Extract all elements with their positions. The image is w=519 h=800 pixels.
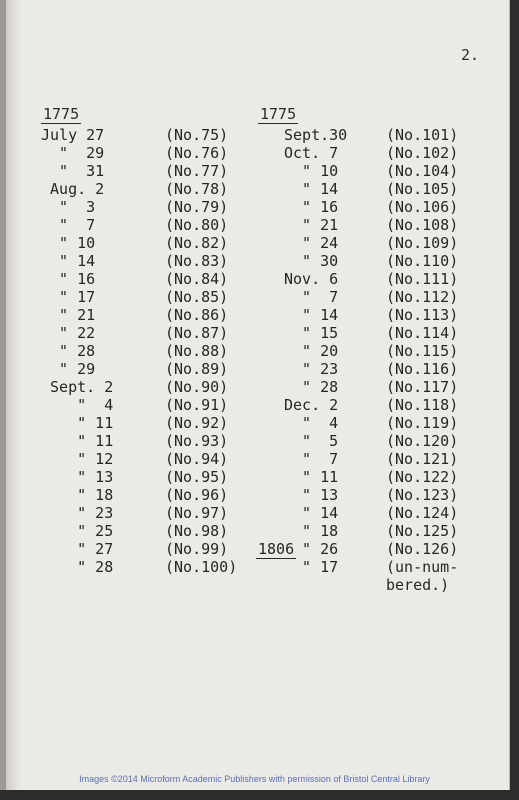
list-item [258, 234, 459, 252]
entry-date: " 7 [41, 216, 96, 234]
entry-date: " 12 [41, 450, 114, 468]
entry-number: (No.126) [386, 540, 459, 558]
entry-date: " 10 [284, 162, 339, 180]
extra-year-label: 1806 [258, 540, 295, 558]
list-item [258, 468, 459, 486]
list-item [41, 126, 229, 144]
entry-number: (un-num- [386, 558, 459, 576]
entry-date: " 17 [284, 558, 339, 576]
entry-number: (No.89) [165, 360, 229, 378]
list-item [258, 180, 459, 198]
list-item [41, 396, 229, 414]
entry-number: (No.91) [165, 396, 229, 414]
entry-date: Aug. 2 [41, 180, 105, 198]
entry-number: (No.124) [386, 504, 459, 522]
list-item [41, 198, 229, 216]
entry-date: " 29 [41, 144, 105, 162]
list-item [258, 432, 459, 450]
entry-number: (No.106) [386, 198, 459, 216]
entry-date: " 27 [41, 540, 114, 558]
entry-number: (No.101) [386, 126, 459, 144]
right-rows [258, 126, 459, 594]
entry-date: Dec. 2 [284, 396, 339, 414]
list-item [41, 162, 229, 180]
list-item [258, 126, 459, 144]
list-item [41, 360, 229, 378]
list-item [41, 144, 229, 162]
list-item [41, 504, 229, 522]
entry-date: " 18 [284, 522, 339, 540]
entry-date: " 4 [284, 414, 339, 432]
list-item [258, 504, 459, 522]
list-item [41, 216, 229, 234]
list-item [258, 360, 459, 378]
entry-number: (No.112) [386, 288, 459, 306]
entry-date: " 11 [41, 414, 114, 432]
entry-number: (No.122) [386, 468, 459, 486]
list-item [41, 558, 238, 576]
entry-number: (No.117) [386, 378, 459, 396]
left-year-heading: 1775 [43, 105, 80, 123]
entry-number: (No.113) [386, 306, 459, 324]
entry-number: (No.109) [386, 234, 459, 252]
entry-number: (No.96) [165, 486, 229, 504]
left-rows [41, 126, 238, 576]
list-item [258, 396, 459, 414]
page-number: 2. [461, 46, 480, 64]
entry-date: " 3 [41, 198, 96, 216]
list-item [41, 324, 229, 342]
list-item [258, 486, 459, 504]
entry-number: (No.125) [386, 522, 459, 540]
list-item [41, 414, 229, 432]
page-binding-edge [0, 0, 22, 790]
list-item [258, 522, 459, 540]
entry-date: " 31 [41, 162, 105, 180]
entry-number: (No.111) [386, 270, 459, 288]
entry-date: Sept. 2 [41, 378, 114, 396]
entry-date: Nov. 6 [284, 270, 339, 288]
list-item [41, 522, 229, 540]
entry-date: July 27 [41, 126, 105, 144]
entry-date: " 26 [284, 540, 339, 558]
entry-number: (No.123) [386, 486, 459, 504]
entry-number: (No.82) [165, 234, 229, 252]
entry-date: " 7 [284, 288, 339, 306]
list-item [258, 198, 459, 216]
entry-number: (No.100) [165, 558, 238, 576]
entry-number: (No.119) [386, 414, 459, 432]
list-item [258, 324, 459, 342]
entry-number: (No.116) [386, 360, 459, 378]
entry-date: " 14 [41, 252, 96, 270]
entry-date: " 23 [41, 504, 114, 522]
entry-date: " 16 [284, 198, 339, 216]
entry-number: (No.118) [386, 396, 459, 414]
entry-date: " 14 [284, 504, 339, 522]
list-item [41, 288, 229, 306]
entry-number: (No.114) [386, 324, 459, 342]
list-item [41, 450, 229, 468]
list-item [41, 540, 229, 558]
entry-number: (No.90) [165, 378, 229, 396]
list-item [41, 270, 229, 288]
entry-number: (No.121) [386, 450, 459, 468]
entry-number: (No.75) [165, 126, 229, 144]
entry-date: " 22 [41, 324, 96, 342]
entry-date: " 21 [284, 216, 339, 234]
entry-date: " 10 [41, 234, 96, 252]
entry-number: (No.102) [386, 144, 459, 162]
entry-number: (No.78) [165, 180, 229, 198]
entry-date: " 4 [41, 396, 114, 414]
entry-number: (No.93) [165, 432, 229, 450]
right-column [258, 104, 459, 594]
entry-number: (No.105) [386, 180, 459, 198]
entry-date: " 11 [41, 432, 114, 450]
entry-date: " 15 [284, 324, 339, 342]
entry-date: " 21 [41, 306, 96, 324]
entry-date: " 17 [41, 288, 96, 306]
entry-number: (No.77) [165, 162, 229, 180]
right-year-heading: 1775 [260, 105, 297, 123]
list-item [258, 558, 459, 576]
entry-number: (No.120) [386, 432, 459, 450]
entry-date: " 13 [41, 468, 114, 486]
entry-number: (No.87) [165, 324, 229, 342]
list-item [258, 378, 459, 396]
entry-date: " 25 [41, 522, 114, 540]
entry-date: " 29 [41, 360, 96, 378]
entry-number: (No.88) [165, 342, 229, 360]
entry-number: (No.95) [165, 468, 229, 486]
entry-date: " 13 [284, 486, 339, 504]
list-item [258, 288, 459, 306]
entry-number: (No.110) [386, 252, 459, 270]
entry-date: " 28 [284, 378, 339, 396]
list-item [258, 144, 459, 162]
list-item [258, 414, 459, 432]
entry-date: Sept.30 [284, 126, 348, 144]
entry-number: (No.79) [165, 198, 229, 216]
list-item [41, 234, 229, 252]
list-item [41, 252, 229, 270]
entry-date: " 23 [284, 360, 339, 378]
list-item [41, 432, 229, 450]
entry-date: " 30 [284, 252, 339, 270]
list-item [258, 306, 459, 324]
list-item [258, 270, 459, 288]
list-item [41, 180, 229, 198]
list-item [258, 216, 459, 234]
list-item [258, 576, 450, 594]
entry-number: (No.104) [386, 162, 459, 180]
image-credit: Images ©2014 Microform Academic Publishers with permission of Bristol Central Library [79, 774, 430, 784]
entry-date: " 7 [284, 450, 339, 468]
entry-number: (No.98) [165, 522, 229, 540]
entry-date: " 14 [284, 306, 339, 324]
entry-date: " 20 [284, 342, 339, 360]
list-item [41, 468, 229, 486]
entry-number: (No.92) [165, 414, 229, 432]
entry-number: (No.97) [165, 504, 229, 522]
entry-date: " 18 [41, 486, 114, 504]
list-item [258, 252, 459, 270]
entry-date: " 24 [284, 234, 339, 252]
list-item [41, 378, 229, 396]
list-item [258, 450, 459, 468]
list-item [258, 342, 459, 360]
entry-number: (No.99) [165, 540, 229, 558]
list-item [41, 342, 229, 360]
entry-number: (No.83) [165, 252, 229, 270]
entry-number: (No.76) [165, 144, 229, 162]
entry-date: " 14 [284, 180, 339, 198]
entry-number: (No.86) [165, 306, 229, 324]
entry-number: (No.80) [165, 216, 229, 234]
entry-date: " 28 [41, 342, 96, 360]
entry-number: (No.94) [165, 450, 229, 468]
entry-number: bered.) [386, 576, 450, 594]
entry-number: (No.115) [386, 342, 459, 360]
entry-number: (No.85) [165, 288, 229, 306]
entry-date: " 5 [284, 432, 339, 450]
entry-date: " 16 [41, 270, 96, 288]
left-column [41, 104, 238, 576]
entry-number: (No.108) [386, 216, 459, 234]
list-item [41, 306, 229, 324]
list-item [258, 162, 459, 180]
entry-date: " 28 [41, 558, 114, 576]
list-item [41, 486, 229, 504]
entry-date: " 11 [284, 468, 339, 486]
entry-number: (No.84) [165, 270, 229, 288]
entry-date: Oct. 7 [284, 144, 339, 162]
